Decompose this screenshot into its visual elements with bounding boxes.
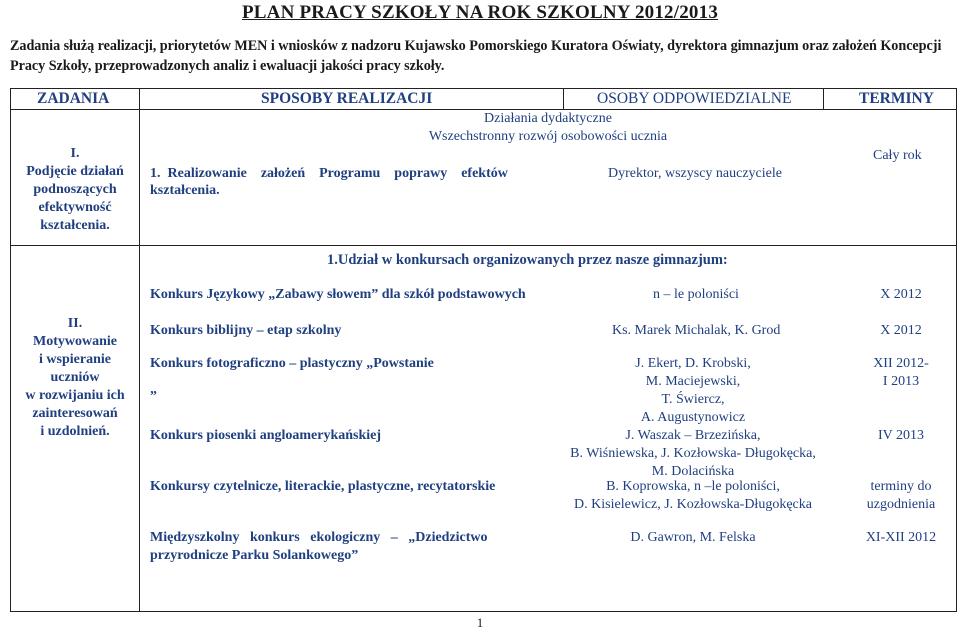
contest-4-person-1: J. Waszak – Brzezińska, [625, 428, 761, 443]
contest-1-name: Konkurs Językowy „Zabawy słowem” dla szkół podstawowych [150, 287, 526, 302]
contest-5-person-2: D. Kisielewicz, J. Kozłowska-Długokęcka [574, 497, 812, 512]
section-1-line2: podnoszących [33, 182, 117, 197]
header-sposoby: SPOSOBY REALIZACJI [261, 90, 433, 107]
section-2-label [11, 315, 139, 441]
header-zadania: ZADANIA [37, 90, 110, 107]
column-divider-1 [139, 89, 140, 611]
contest-3-person-3: T. Świercz, [661, 392, 725, 407]
contest-4-term: IV 2013 [877, 428, 925, 443]
contest-1-term: X 2012 [880, 287, 922, 302]
contest-4-name: Konkurs piosenki angloamerykańskiej [150, 428, 382, 443]
group-heading-1: Działania dydaktyczne [484, 111, 612, 126]
contest-5-term-1: terminy do [870, 479, 932, 494]
contest-3-term-1: XII 2012- [873, 356, 929, 371]
contest-5-term-2: uzgodnienia [866, 497, 936, 512]
section-1-term: Cały rok [873, 148, 922, 163]
column-divider-3 [823, 89, 824, 109]
contest-3-person-2: M. Maciejewski, [645, 374, 741, 389]
intro-paragraph: Zadania służą realizacji, priorytetów MEN i wniosków z nadzoru Kujawsko Pomorskiego Kuratora Oświaty, dyrektora gimnazjum oraz założeń Koncepcji Pracy Szkoły, przeprowadzonych analiz i ewaluacji jakości pracy szkoły. [10, 38, 942, 74]
contest-5-name: Konkursy czytelnicze, literackie, plastyczne, recytatorskie [150, 479, 496, 494]
contest-2-term: X 2012 [880, 323, 922, 338]
section-2-line4: w rozwijaniu ich [25, 388, 125, 403]
section-2-number: II. [67, 316, 83, 331]
section-1-label [11, 145, 139, 235]
section-1-line1: Podjęcie działań [26, 164, 124, 179]
section-1-line3: efektywność [38, 200, 112, 215]
contest-3-name-cont: „ [150, 382, 157, 397]
contest-2-persons: Ks. Marek Michalak, K. Grod [612, 323, 781, 338]
contest-2-name: Konkurs biblijny – etap szkolny [150, 323, 342, 338]
section-1-task-line2: kształcenia. [150, 183, 220, 198]
plan-table [10, 88, 957, 612]
header-osoby: OSOBY ODPOWIEDZIALNE [597, 90, 792, 107]
page-title: PLAN PRACY SZKOŁY NA ROK SZKOLNY 2012/2013 [241, 2, 719, 23]
section-2-line5: zainteresowań [32, 406, 118, 421]
contest-1-persons: n – le poloniści [653, 287, 739, 302]
section-2-line2: i wspieranie [39, 352, 111, 367]
section-2-line6: i uzdolnień. [40, 424, 110, 439]
contest-6-term: XI-XII 2012 [865, 530, 937, 545]
section-1-line4: kształcenia. [40, 218, 110, 233]
contest-3-name: Konkurs fotograficzno – plastyczny „Powstanie [150, 356, 434, 371]
contest-6-name: Międzyszkolny konkurs ekologiczny – „Dziedzictwo [150, 530, 488, 545]
section-2-line3: uczniów [50, 370, 100, 385]
contest-3-term-2: I 2013 [882, 374, 920, 389]
section-1-task-line1: 1. Realizowanie założeń Programu poprawy efektów [150, 166, 508, 181]
contest-3-person-1: J. Ekert, D. Krobski, [635, 356, 751, 371]
contest-6-persons: D. Gawron, M. Felska [630, 530, 756, 545]
contest-5-person-1: B. Koprowska, n –le poloniści, [606, 479, 780, 494]
section-1-number: I. [70, 146, 80, 161]
section-divider [11, 245, 956, 246]
group-heading-2: Wszechstronny rozwój osobowości ucznia [428, 129, 668, 144]
page-number: 1 [476, 615, 484, 630]
column-divider-2 [563, 89, 564, 109]
section-1-persons: Dyrektor, wszyscy nauczyciele [608, 166, 782, 181]
header-terminy: TERMINY [859, 90, 934, 107]
contest-3-person-4: A. Augustynowicz [640, 410, 746, 425]
contest-4-person-2: B. Wiśniewska, J. Kozłowska- Długokęcka, [570, 446, 816, 461]
contest-6-name-cont: przyrodnicze Parku Solankowego” [150, 548, 359, 563]
section-2-line1: Motywowanie [33, 334, 117, 349]
section-2-heading: 1.Udział w konkursach organizowanych przez nasze gimnazjum: [327, 252, 728, 268]
contest-4-person-3: M. Dolacińska [651, 464, 735, 479]
